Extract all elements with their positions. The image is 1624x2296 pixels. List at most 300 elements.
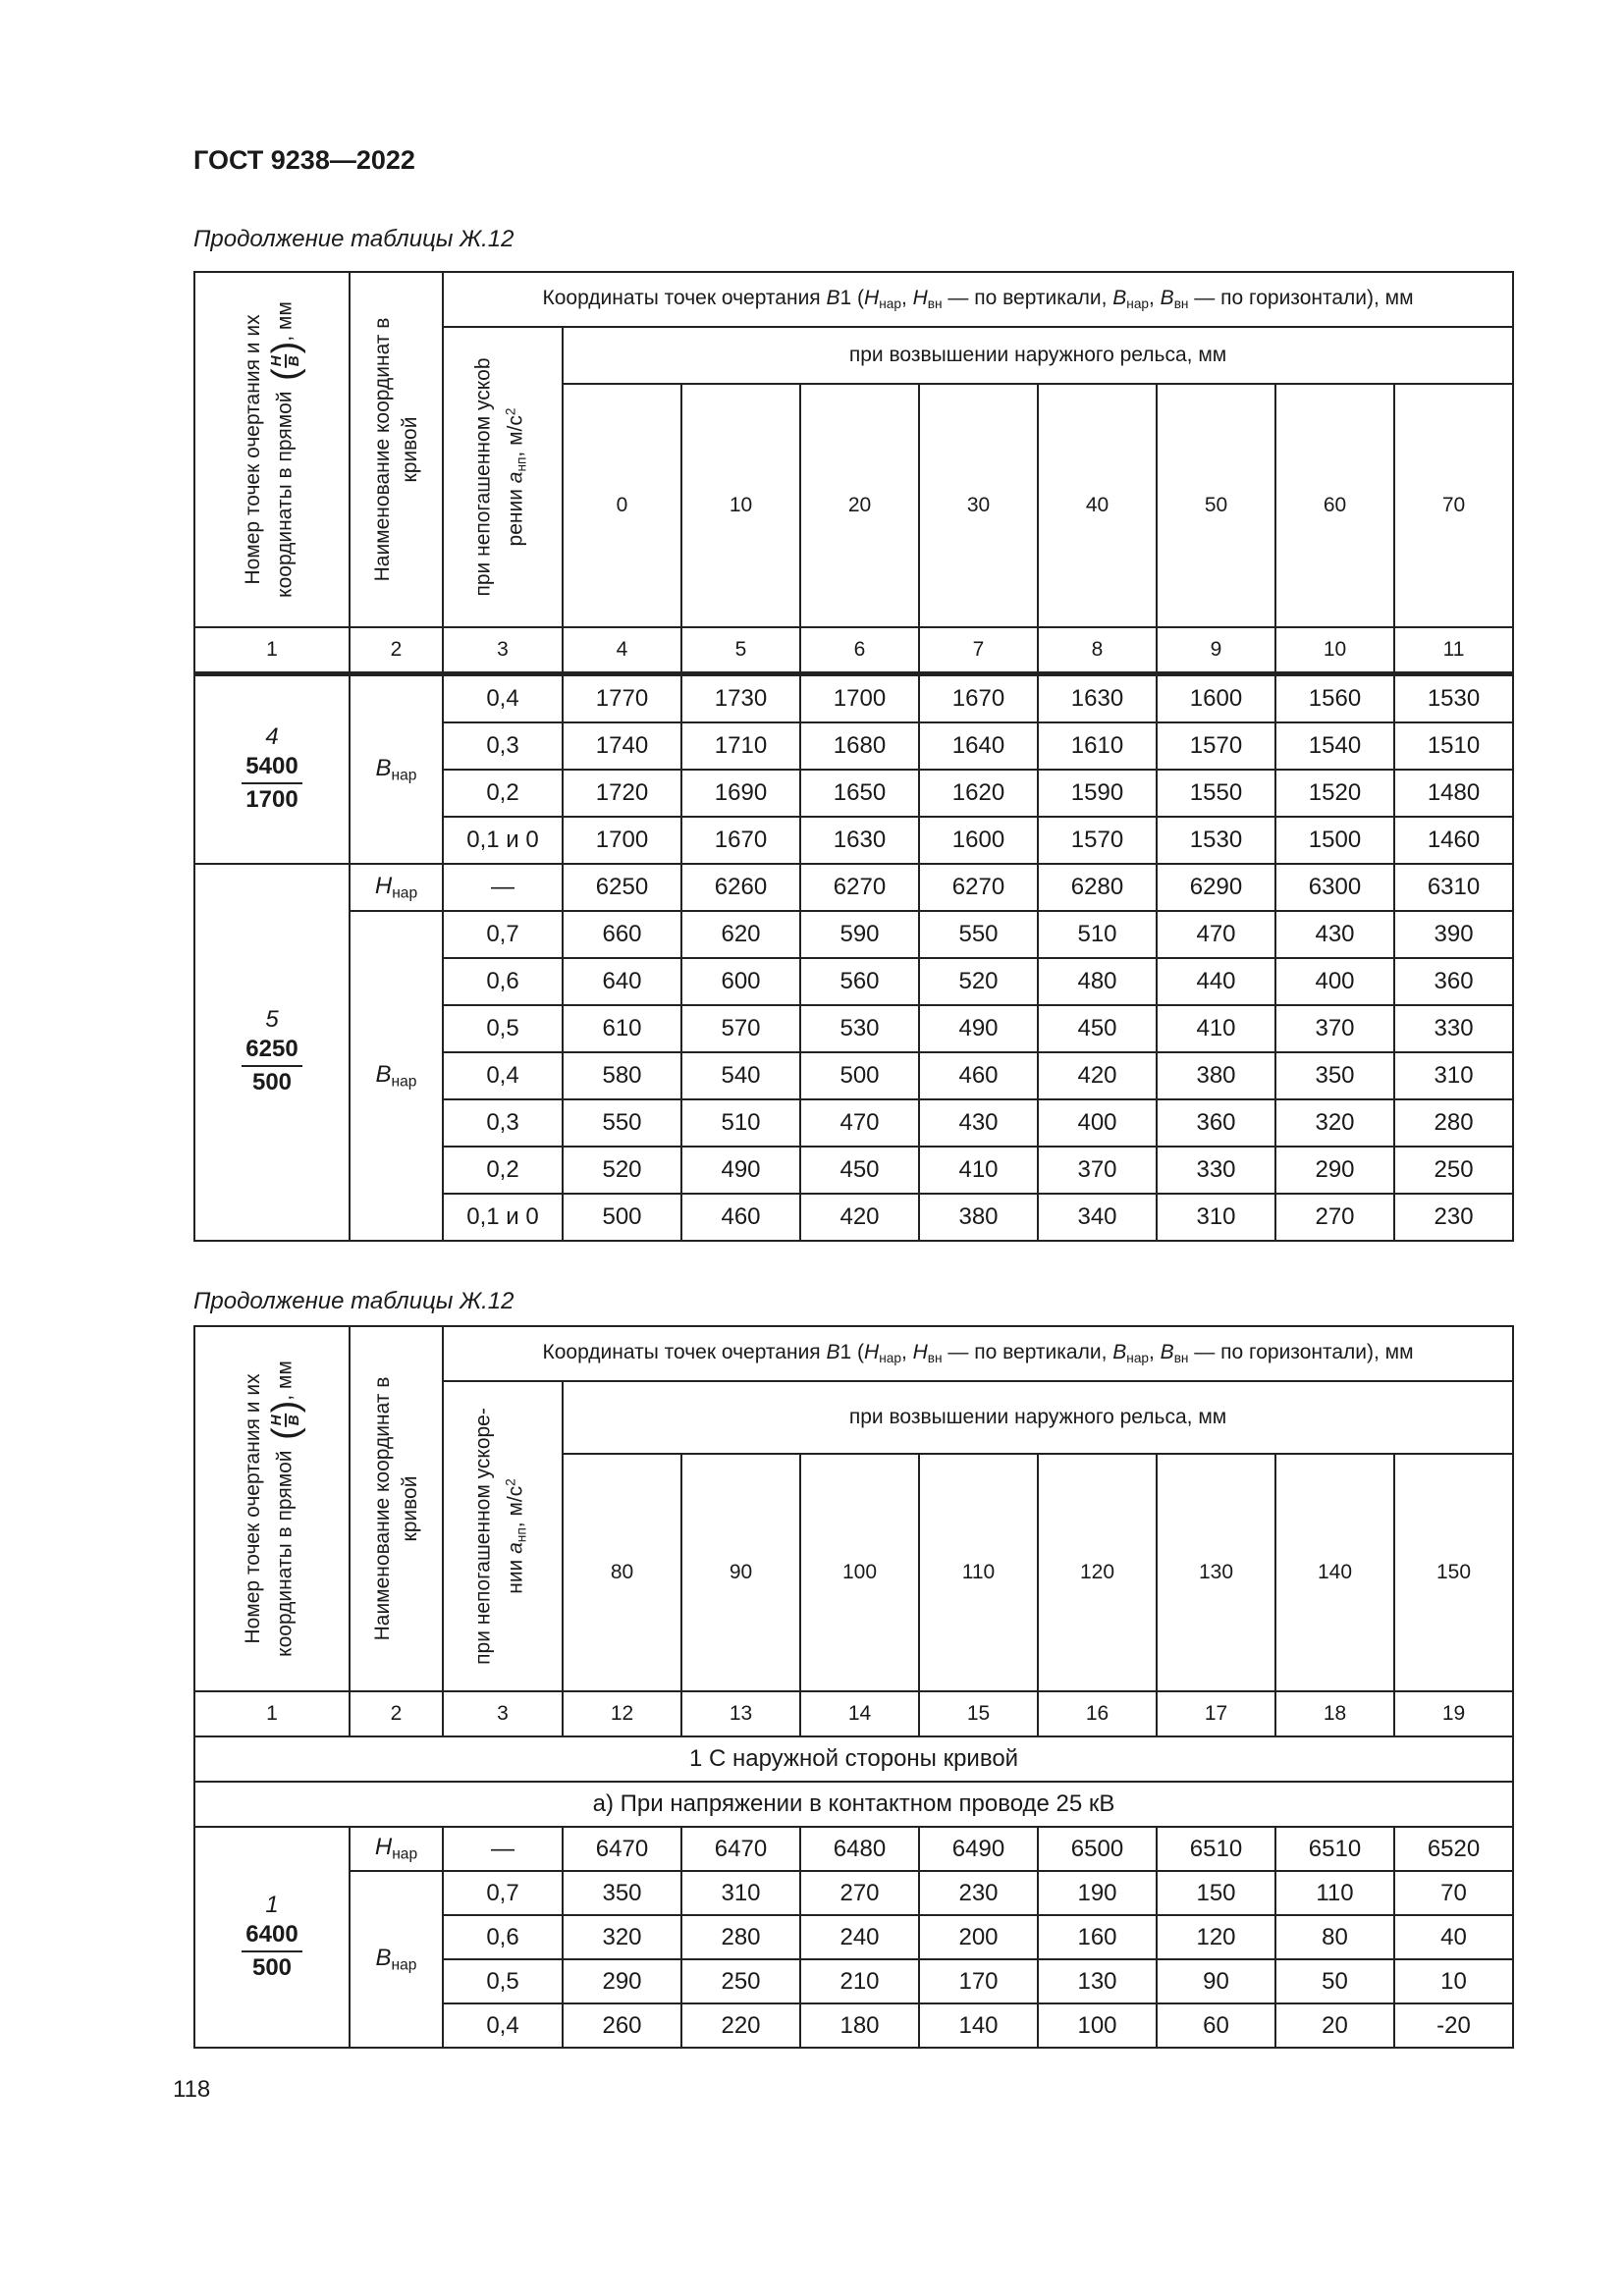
- value-cell: [1157, 1827, 1275, 1871]
- coords-header-text: Координаты точек очертания: [542, 1341, 827, 1364]
- coords-header-sub: нар: [879, 296, 901, 312]
- open-paren: (: [265, 368, 306, 392]
- accel-value: —: [491, 1835, 514, 1862]
- coords-header-sub: нар: [1126, 296, 1149, 312]
- table-row: [194, 911, 1513, 958]
- value-text: 350: [1315, 1062, 1355, 1089]
- value-cell: [919, 1194, 1038, 1241]
- elevation-value-text: 40: [1085, 494, 1110, 516]
- elevation-value-text: 80: [610, 1561, 634, 1583]
- column-number-text: 2: [390, 1702, 403, 1725]
- elevation-value: [563, 1454, 681, 1691]
- coords-header-sub: нар: [1126, 1351, 1149, 1366]
- col3-header-line: нии: [504, 1553, 527, 1594]
- value-cell: [563, 1052, 681, 1099]
- value-cell: [1157, 817, 1275, 864]
- column-number: [800, 627, 919, 674]
- table-row: [194, 1827, 1513, 1871]
- value-cell: [563, 722, 681, 770]
- table-caption-1: Продолжение таблицы Ж.12: [193, 226, 514, 252]
- value-text: 330: [1434, 1015, 1474, 1041]
- accel-cell: [443, 1871, 563, 1915]
- value-text: 470: [1196, 921, 1236, 947]
- coords-header-text: — по вертикали,: [942, 287, 1113, 310]
- value-cell: [1394, 674, 1513, 723]
- point-cell: [194, 864, 350, 1241]
- point-h-value: 6250: [242, 1034, 302, 1067]
- elevation-value-text: 120: [1079, 1561, 1115, 1583]
- accel-cell: [443, 864, 563, 911]
- column-number-text: 18: [1323, 1702, 1347, 1725]
- value-cell: [1275, 1959, 1394, 2003]
- coords-header-b: В: [826, 1341, 840, 1364]
- coord-name-cell: [350, 1827, 443, 1871]
- accel-symbol: а: [504, 1542, 527, 1554]
- accel-value: 0,2: [486, 1156, 519, 1183]
- col2-header-line: кривой: [398, 416, 421, 483]
- value-text: 1620: [951, 779, 1005, 806]
- accel-value: 0,3: [486, 732, 519, 759]
- coords-header-h: Н: [864, 1341, 880, 1364]
- column-number: [350, 1691, 443, 1736]
- value-text: 1570: [1189, 732, 1243, 759]
- column-number-text: 1: [266, 1702, 278, 1725]
- value-text: 1720: [595, 779, 649, 806]
- section-title-text: 1 С наружной стороны кривой: [688, 1745, 1019, 1772]
- column-number-text: 11: [1442, 638, 1465, 661]
- value-text: 290: [1315, 1156, 1355, 1183]
- column-number-text: 12: [610, 1702, 634, 1725]
- accel-value: 0,5: [486, 1015, 519, 1041]
- elevation-value-text: 20: [847, 494, 872, 516]
- value-text: 170: [958, 1967, 999, 1995]
- value-cell: [800, 911, 919, 958]
- close-paren: ): [265, 1400, 306, 1414]
- value-cell: [1275, 1147, 1394, 1194]
- value-cell: [1275, 911, 1394, 958]
- value-text: 1570: [1070, 827, 1124, 853]
- coord-subscript: нар: [391, 1073, 417, 1091]
- value-text: 290: [602, 1967, 642, 1995]
- value-text: 6470: [595, 1835, 649, 1862]
- value-cell: [681, 722, 800, 770]
- value-cell: [1275, 1005, 1394, 1052]
- column-number-text: 1: [266, 638, 278, 661]
- value-cell: [919, 817, 1038, 864]
- value-text: 6510: [1308, 1835, 1362, 1862]
- value-text: 6490: [951, 1835, 1005, 1862]
- value-cell: [1038, 911, 1157, 958]
- value-text: 540: [721, 1062, 761, 1089]
- column-number-text: 8: [1091, 638, 1104, 661]
- value-text: 640: [602, 968, 642, 994]
- coord-subscript: нар: [391, 767, 417, 784]
- section-title-row: [194, 1782, 1513, 1827]
- table-continuation-1: [193, 271, 1514, 1242]
- coords-header-text: — по горизонтали), мм: [1188, 1341, 1414, 1364]
- value-text: 1550: [1189, 779, 1243, 806]
- col1-header-line: Номер точек очертания и их: [242, 1373, 264, 1644]
- value-cell: [800, 1052, 919, 1099]
- accel-value: 0,3: [486, 1109, 519, 1136]
- value-text: 6300: [1308, 874, 1362, 900]
- coord-subscript: нар: [391, 1956, 417, 1974]
- value-cell: [681, 817, 800, 864]
- elevation-value-text: 140: [1317, 1561, 1353, 1583]
- accel-value: 0,1 и 0: [466, 827, 539, 853]
- coords-header-text: 1 (: [839, 287, 865, 310]
- value-text: 500: [839, 1062, 880, 1089]
- value-cell: [681, 770, 800, 817]
- column-number: [1275, 627, 1394, 674]
- value-cell: [681, 1871, 800, 1915]
- column-number-text: 3: [497, 638, 509, 661]
- value-cell: [1394, 1959, 1513, 2003]
- coords-header-h: Н: [912, 1341, 928, 1364]
- column-number: [919, 627, 1038, 674]
- elevation-value-text: 130: [1198, 1561, 1234, 1583]
- coords-header-sub: вн: [927, 1351, 943, 1366]
- value-cell: [1038, 2003, 1157, 2048]
- value-cell: [1394, 817, 1513, 864]
- value-cell: [563, 1827, 681, 1871]
- value-text: 1480: [1427, 779, 1481, 806]
- coords-header-text: Координаты точек очертания: [542, 287, 827, 310]
- column-number: [1157, 627, 1275, 674]
- col1-header-unit: , мм: [273, 1361, 297, 1401]
- value-cell: [1038, 817, 1157, 864]
- value-cell: [919, 864, 1038, 911]
- value-text: 320: [602, 1923, 642, 1950]
- value-cell: [1394, 722, 1513, 770]
- value-cell: [919, 1147, 1038, 1194]
- value-text: 1590: [1070, 779, 1124, 806]
- value-cell: [681, 958, 800, 1005]
- value-text: 1700: [833, 685, 887, 712]
- elevation-value: [1394, 1454, 1513, 1691]
- elevation-value: [563, 384, 681, 627]
- value-text: 1560: [1308, 685, 1362, 712]
- accel-cell: [443, 1052, 563, 1099]
- value-text: 60: [1203, 2011, 1229, 2039]
- accel-unit: , м/с: [504, 415, 527, 457]
- coord-subscript: нар: [392, 1845, 418, 1863]
- coords-header-sub: вн: [1173, 1351, 1189, 1366]
- value-cell: [1157, 864, 1275, 911]
- table-row: [194, 674, 1513, 723]
- value-cell: [800, 770, 919, 817]
- value-text: 370: [1315, 1015, 1355, 1041]
- coord-symbol: В: [375, 1060, 392, 1088]
- coords-header: [443, 1326, 1513, 1381]
- coord-symbol: Н: [374, 1834, 393, 1861]
- accel-value: —: [491, 874, 514, 900]
- value-cell: [919, 1915, 1038, 1959]
- accel-value: 0,6: [486, 968, 519, 994]
- value-cell: [800, 2003, 919, 2048]
- accel-value: 0,5: [486, 1967, 519, 1995]
- value-cell: [1157, 2003, 1275, 2048]
- point-number: 4: [265, 723, 279, 750]
- accel-cell: [443, 911, 563, 958]
- elevation-value: [1157, 1454, 1275, 1691]
- value-text: 480: [1077, 968, 1117, 994]
- coord-symbol: Н: [374, 872, 393, 899]
- accel-cell: [443, 674, 563, 723]
- coords-header-h: Н: [864, 287, 880, 310]
- value-cell: [563, 1959, 681, 2003]
- value-text: 250: [1434, 1156, 1474, 1183]
- value-cell: [800, 1915, 919, 1959]
- value-cell: [1157, 770, 1275, 817]
- fraction-numerator: H: [268, 1415, 285, 1426]
- value-text: 660: [602, 921, 642, 947]
- value-cell: [681, 1915, 800, 1959]
- accel-cell: [443, 1147, 563, 1194]
- elevation-value-text: 90: [729, 1561, 753, 1583]
- value-cell: [1038, 1147, 1157, 1194]
- elevation-value-text: 0: [616, 494, 628, 516]
- value-text: 530: [839, 1015, 880, 1041]
- accel-cell: [443, 2003, 563, 2048]
- value-text: 510: [1077, 921, 1117, 947]
- coords-header-b: В: [1112, 287, 1127, 310]
- value-cell: [1394, 1147, 1513, 1194]
- accel-value: 0,7: [486, 1879, 519, 1906]
- value-text: 500: [602, 1203, 642, 1230]
- value-text: 400: [1077, 1109, 1117, 1136]
- value-text: 1460: [1427, 827, 1481, 853]
- accel-cell: [443, 1915, 563, 1959]
- column-number: [1038, 627, 1157, 674]
- value-text: 310: [721, 1879, 761, 1906]
- value-cell: [1394, 958, 1513, 1005]
- value-cell: [1275, 2003, 1394, 2048]
- column-number: [563, 1691, 681, 1736]
- point-cell: [194, 674, 350, 865]
- value-text: 1740: [595, 732, 649, 759]
- value-text: 1710: [714, 732, 768, 759]
- fraction-denominator: B: [286, 1415, 302, 1426]
- value-cell: [563, 674, 681, 723]
- value-cell: [1038, 1959, 1157, 2003]
- value-text: 460: [958, 1062, 999, 1089]
- value-cell: [1394, 2003, 1513, 2048]
- value-cell: [1275, 722, 1394, 770]
- value-cell: [1157, 1194, 1275, 1241]
- accel-value: 0,1 и 0: [466, 1203, 539, 1230]
- value-text: 120: [1196, 1923, 1236, 1950]
- value-text: 80: [1322, 1923, 1348, 1950]
- coords-header-sub: вн: [1173, 296, 1189, 312]
- value-cell: [1157, 1005, 1275, 1052]
- value-cell: [563, 1871, 681, 1915]
- column-number-text: 15: [966, 1702, 991, 1725]
- value-cell: [563, 1099, 681, 1147]
- coord-subscript: нар: [392, 884, 418, 902]
- value-cell: [1275, 958, 1394, 1005]
- value-text: 410: [958, 1156, 999, 1183]
- column-number-text: 14: [847, 1702, 872, 1725]
- value-text: 100: [1077, 2011, 1117, 2039]
- value-cell: [563, 958, 681, 1005]
- coords-header-b: В: [1160, 287, 1174, 310]
- column-number: [919, 1691, 1038, 1736]
- col1-header-unit: , мм: [273, 301, 297, 342]
- value-cell: [681, 1959, 800, 2003]
- value-text: 420: [1077, 1062, 1117, 1089]
- value-text: 140: [958, 2011, 999, 2039]
- value-text: 160: [1077, 1923, 1117, 1950]
- table-row: [194, 1871, 1513, 1915]
- value-cell: [1157, 1147, 1275, 1194]
- value-cell: [1394, 1005, 1513, 1052]
- value-cell: [681, 1099, 800, 1147]
- value-text: 6280: [1070, 874, 1124, 900]
- close-paren: ): [265, 341, 306, 354]
- accel-value: 0,2: [486, 779, 519, 806]
- point-b-value: 500: [251, 1069, 293, 1095]
- column-number: [800, 1691, 919, 1736]
- value-cell: [1157, 1959, 1275, 2003]
- value-text: 310: [1196, 1203, 1236, 1230]
- value-text: 6500: [1070, 1835, 1124, 1862]
- accel-value: 0,6: [486, 1923, 519, 1950]
- value-text: 1500: [1308, 827, 1362, 853]
- elevation-value: [919, 1454, 1038, 1691]
- value-cell: [681, 2003, 800, 2048]
- value-cell: [1157, 1871, 1275, 1915]
- value-cell: [1038, 674, 1157, 723]
- coord-name-cell: [350, 911, 443, 1241]
- value-text: 6270: [951, 874, 1005, 900]
- column-number-text: 16: [1085, 1702, 1110, 1725]
- value-text: 6290: [1189, 874, 1243, 900]
- value-text: 320: [1315, 1109, 1355, 1136]
- elevation-value: [919, 384, 1038, 627]
- value-cell: [681, 1147, 800, 1194]
- value-cell: [681, 911, 800, 958]
- value-text: 180: [839, 2011, 880, 2039]
- value-text: 1520: [1308, 779, 1362, 806]
- column-number: [443, 1691, 563, 1736]
- column-number-text: 2: [390, 638, 403, 661]
- value-cell: [681, 1194, 800, 1241]
- accel-cell: [443, 817, 563, 864]
- value-cell: [800, 1871, 919, 1915]
- value-cell: [1157, 958, 1275, 1005]
- header-point-coords: [194, 1326, 350, 1691]
- value-cell: [563, 1915, 681, 1959]
- coords-header-text: ,: [900, 1341, 913, 1364]
- value-text: 50: [1322, 1967, 1348, 1995]
- elevation-value: [681, 1454, 800, 1691]
- accel-cell: [443, 1959, 563, 2003]
- value-text: 490: [721, 1156, 761, 1183]
- value-cell: [919, 674, 1038, 723]
- accel-unit-power: 2: [503, 1478, 518, 1486]
- col3-header-line: рении: [504, 483, 527, 547]
- elevation-value: [800, 384, 919, 627]
- value-text: 420: [839, 1203, 880, 1230]
- coords-header-text: ,: [900, 287, 913, 310]
- value-cell: [1157, 1915, 1275, 1959]
- value-cell: [681, 674, 800, 723]
- value-text: 550: [602, 1109, 642, 1136]
- header-acceleration: [443, 1381, 563, 1691]
- value-cell: [1275, 1194, 1394, 1241]
- value-text: 270: [1315, 1203, 1355, 1230]
- coords-header: [443, 272, 1513, 327]
- value-text: 1690: [714, 779, 768, 806]
- column-number: [1275, 1691, 1394, 1736]
- elevation-value-text: 50: [1204, 494, 1228, 516]
- value-text: 470: [839, 1109, 880, 1136]
- value-text: 70: [1440, 1879, 1467, 1906]
- elevation-value: [1157, 384, 1275, 627]
- value-text: 1530: [1427, 685, 1481, 712]
- column-number: [443, 627, 563, 674]
- value-text: 380: [1196, 1062, 1236, 1089]
- value-cell: [800, 1959, 919, 2003]
- elevation-value: [1394, 384, 1513, 627]
- accel-cell: [443, 770, 563, 817]
- value-cell: [563, 1147, 681, 1194]
- value-cell: [563, 817, 681, 864]
- value-text: 250: [721, 1967, 761, 1995]
- section-title-row: [194, 1736, 1513, 1782]
- value-cell: [681, 1827, 800, 1871]
- value-cell: [919, 958, 1038, 1005]
- value-cell: [1394, 1099, 1513, 1147]
- accel-symbol: а: [504, 471, 527, 484]
- value-cell: [1038, 1915, 1157, 1959]
- value-cell: [1275, 674, 1394, 723]
- column-number-text: 7: [972, 638, 985, 661]
- value-text: 1650: [833, 779, 887, 806]
- value-cell: [1275, 1052, 1394, 1099]
- value-text: 510: [721, 1109, 761, 1136]
- value-text: 440: [1196, 968, 1236, 994]
- coords-header-h: Н: [912, 287, 928, 310]
- value-text: 1640: [951, 732, 1005, 759]
- elevation-value: [1038, 1454, 1157, 1691]
- value-text: 20: [1322, 2011, 1348, 2039]
- value-cell: [800, 1099, 919, 1147]
- value-text: 280: [721, 1923, 761, 1950]
- accel-cell: [443, 958, 563, 1005]
- page-number: 118: [173, 2076, 211, 2103]
- value-text: 90: [1203, 1967, 1229, 1995]
- elevation-header: [563, 327, 1513, 384]
- value-text: 10: [1440, 1967, 1467, 1995]
- table-row: [194, 864, 1513, 911]
- value-cell: [1038, 1871, 1157, 1915]
- value-cell: [1394, 1827, 1513, 1871]
- value-cell: [800, 864, 919, 911]
- column-number: [194, 1691, 350, 1736]
- value-text: 6260: [714, 874, 768, 900]
- value-cell: [800, 722, 919, 770]
- elevation-value-text: 110: [961, 1561, 996, 1583]
- value-cell: [1394, 1915, 1513, 1959]
- value-text: 1670: [714, 827, 768, 853]
- value-text: 1600: [1189, 685, 1243, 712]
- value-cell: [1038, 722, 1157, 770]
- value-text: 1730: [714, 685, 768, 712]
- column-number: [563, 627, 681, 674]
- value-cell: [1038, 1099, 1157, 1147]
